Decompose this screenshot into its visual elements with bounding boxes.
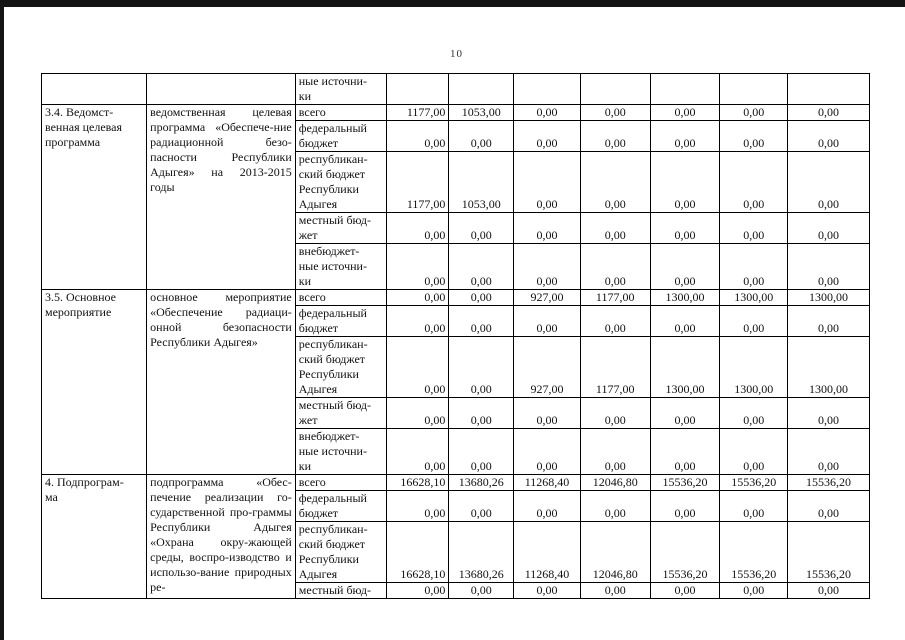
amount-cell [720, 74, 788, 105]
amount-cell: 1177,00 [580, 290, 650, 306]
table-row [42, 74, 870, 105]
page-number: 10 [450, 48, 463, 60]
amount-cell: 0,00 [514, 152, 581, 213]
funding-source-cell: внебюджет- ные источни- ки [295, 429, 386, 475]
amount-cell: 0,00 [650, 105, 720, 121]
scan-border-top [0, 0, 905, 7]
table-row [42, 105, 870, 121]
funding-source-cell: ные источни- ки [295, 74, 386, 105]
amount-cell: 15536,20 [720, 522, 788, 583]
program-number-cell [42, 74, 147, 105]
amount-cell: 12046,80 [580, 475, 650, 491]
amount-cell: 0,00 [449, 290, 514, 306]
scan-border-left [0, 0, 4, 640]
amount-cell: 927,00 [514, 337, 581, 398]
amount-cell: 0,00 [514, 491, 581, 522]
amount-cell: 0,00 [449, 306, 514, 337]
amount-cell: 16628,10 [386, 522, 449, 583]
amount-cell: 0,00 [386, 290, 449, 306]
amount-cell: 1053,00 [449, 152, 514, 213]
amount-cell: 0,00 [580, 244, 650, 290]
funding-source-cell: всего [295, 105, 386, 121]
funding-source-cell: республикан- ский бюджет Республики Адыгея [295, 152, 386, 213]
amount-cell: 0,00 [720, 583, 788, 599]
amount-cell: 0,00 [788, 429, 870, 475]
amount-cell: 0,00 [580, 306, 650, 337]
amount-cell: 1300,00 [788, 290, 870, 306]
amount-cell [580, 74, 650, 105]
amount-cell: 0,00 [788, 121, 870, 152]
amount-cell: 0,00 [449, 121, 514, 152]
program-number-cell: 3.5. Основное мероприятие [42, 290, 147, 475]
amount-cell: 0,00 [580, 121, 650, 152]
amount-cell: 0,00 [386, 398, 449, 429]
amount-cell: 13680,26 [449, 475, 514, 491]
table-row [42, 475, 870, 491]
amount-cell: 11268,40 [514, 522, 581, 583]
amount-cell: 0,00 [720, 213, 788, 244]
funding-source-cell: местный бюд- жет [295, 398, 386, 429]
program-number-cell: 4. Подпрограм- ма [42, 475, 147, 599]
amount-cell: 0,00 [386, 306, 449, 337]
amount-cell: 1300,00 [650, 290, 720, 306]
funding-source-cell: федеральный бюджет [295, 306, 386, 337]
amount-cell: 0,00 [720, 398, 788, 429]
amount-cell [650, 74, 720, 105]
amount-cell: 0,00 [386, 213, 449, 244]
amount-cell: 0,00 [449, 583, 514, 599]
amount-cell: 13680,26 [449, 522, 514, 583]
amount-cell: 0,00 [386, 121, 449, 152]
amount-cell: 0,00 [788, 583, 870, 599]
amount-cell: 0,00 [650, 491, 720, 522]
amount-cell: 0,00 [650, 213, 720, 244]
funding-source-cell: всего [295, 290, 386, 306]
program-number-cell: 3.4. Ведомст- венная целевая программа [42, 105, 147, 290]
amount-cell [386, 74, 449, 105]
funding-source-cell: всего [295, 475, 386, 491]
amount-cell: 1300,00 [720, 337, 788, 398]
amount-cell: 0,00 [720, 306, 788, 337]
program-description-cell: ведомственная целевая программа «Обеспече-ние радиационной безо-пасности Республики Адыгея» на 2013-2015 годы [147, 105, 296, 290]
amount-cell: 1177,00 [386, 105, 449, 121]
program-description-cell: подпрограмма «Обес-печение реализации го-сударственной про-граммы Республики Адыгея «Охрана окру-жающей среды, воспро-изводство и использо-вание природных ре- [147, 475, 296, 599]
amount-cell: 1300,00 [788, 337, 870, 398]
amount-cell: 0,00 [788, 306, 870, 337]
amount-cell: 0,00 [788, 491, 870, 522]
amount-cell: 0,00 [650, 306, 720, 337]
amount-cell: 0,00 [788, 398, 870, 429]
amount-cell [514, 74, 581, 105]
program-description-cell: основное мероприятие «Обеспечение радиаци-онной безопасности Республики Адыгея» [147, 290, 296, 475]
amount-cell: 0,00 [580, 213, 650, 244]
amount-cell: 0,00 [449, 398, 514, 429]
amount-cell: 0,00 [386, 429, 449, 475]
amount-cell: 0,00 [650, 583, 720, 599]
amount-cell: 0,00 [580, 398, 650, 429]
amount-cell [788, 74, 870, 105]
amount-cell: 0,00 [386, 491, 449, 522]
amount-cell: 0,00 [720, 491, 788, 522]
amount-cell: 15536,20 [720, 475, 788, 491]
amount-cell: 15536,20 [788, 522, 870, 583]
program-description-cell [147, 74, 296, 105]
amount-cell: 0,00 [580, 429, 650, 475]
amount-cell: 0,00 [514, 306, 581, 337]
amount-cell: 0,00 [449, 491, 514, 522]
amount-cell: 16628,10 [386, 475, 449, 491]
funding-source-cell: местный бюд- [295, 583, 386, 599]
amount-cell: 927,00 [514, 290, 581, 306]
amount-cell: 0,00 [788, 244, 870, 290]
amount-cell: 0,00 [514, 398, 581, 429]
amount-cell: 0,00 [720, 244, 788, 290]
amount-cell: 0,00 [788, 152, 870, 213]
funding-source-cell: местный бюд- жет [295, 213, 386, 244]
budget-table [41, 73, 870, 599]
amount-cell: 0,00 [720, 152, 788, 213]
amount-cell: 1300,00 [720, 290, 788, 306]
amount-cell: 0,00 [720, 105, 788, 121]
amount-cell: 15536,20 [650, 475, 720, 491]
amount-cell: 0,00 [650, 244, 720, 290]
amount-cell: 0,00 [386, 583, 449, 599]
amount-cell: 1177,00 [580, 337, 650, 398]
amount-cell: 0,00 [514, 583, 581, 599]
amount-cell: 0,00 [580, 105, 650, 121]
amount-cell: 0,00 [449, 429, 514, 475]
amount-cell: 0,00 [514, 244, 581, 290]
amount-cell: 0,00 [650, 398, 720, 429]
funding-source-cell: внебюджет- ные источни- ки [295, 244, 386, 290]
amount-cell: 11268,40 [514, 475, 581, 491]
amount-cell [449, 74, 514, 105]
amount-cell: 0,00 [720, 121, 788, 152]
amount-cell: 0,00 [514, 429, 581, 475]
amount-cell: 0,00 [514, 121, 581, 152]
amount-cell: 0,00 [514, 105, 581, 121]
amount-cell: 15536,20 [788, 475, 870, 491]
amount-cell: 1053,00 [449, 105, 514, 121]
amount-cell: 0,00 [580, 491, 650, 522]
amount-cell: 0,00 [580, 152, 650, 213]
amount-cell: 0,00 [650, 152, 720, 213]
amount-cell: 0,00 [449, 244, 514, 290]
amount-cell: 0,00 [386, 337, 449, 398]
amount-cell: 0,00 [386, 244, 449, 290]
funding-source-cell: республикан- ский бюджет Республики Адыгея [295, 522, 386, 583]
amount-cell: 0,00 [449, 337, 514, 398]
amount-cell: 0,00 [580, 583, 650, 599]
amount-cell: 0,00 [788, 213, 870, 244]
amount-cell: 0,00 [650, 429, 720, 475]
table-row [42, 290, 870, 306]
amount-cell: 15536,20 [650, 522, 720, 583]
amount-cell: 0,00 [514, 213, 581, 244]
amount-cell: 0,00 [650, 121, 720, 152]
amount-cell: 1300,00 [650, 337, 720, 398]
amount-cell: 12046,80 [580, 522, 650, 583]
funding-source-cell: федеральный бюджет [295, 121, 386, 152]
funding-source-cell: федеральный бюджет [295, 491, 386, 522]
amount-cell: 1177,00 [386, 152, 449, 213]
funding-source-cell: республикан- ский бюджет Республики Адыгея [295, 337, 386, 398]
amount-cell: 0,00 [449, 213, 514, 244]
amount-cell: 0,00 [720, 429, 788, 475]
amount-cell: 0,00 [788, 105, 870, 121]
